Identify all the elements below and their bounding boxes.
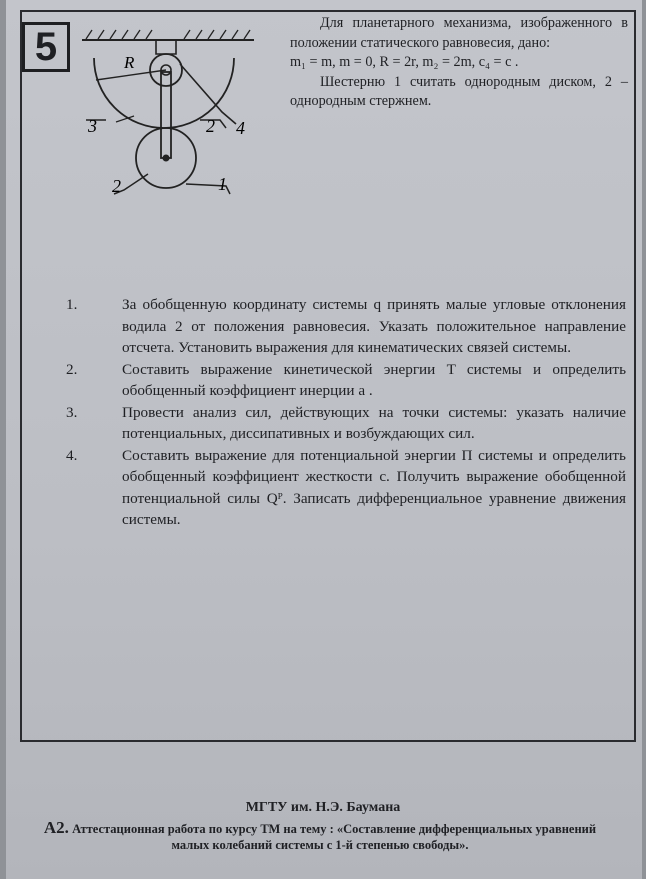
condition-given: m₁ = m, m = 0, R = 2r, m₂ = 2m, c₄ = c .	[290, 54, 519, 70]
diagram-label-4: 4	[236, 118, 245, 138]
footer-code: А2.	[43, 818, 69, 837]
task-item	[66, 294, 626, 359]
footer-university: МГТУ им. Н.Э. Баумана	[245, 800, 401, 815]
footer-title-block	[40, 820, 600, 853]
task-item-number: 2.	[66, 360, 78, 378]
task-item-number: 4.	[66, 446, 78, 464]
mechanism-diagram	[76, 24, 286, 206]
footer-title: Аттестационная работа по курсу ТМ на тему : «Составление дифференциальных уравнений малых колебаний системы с 1-й степенью свободы».	[72, 822, 597, 852]
diagram-label-R: R	[124, 53, 135, 72]
condition-note: Шестерню 1 считать однородным диском, 2 – однородным стержнем.	[290, 73, 628, 109]
task-item	[66, 445, 626, 531]
task-item-text: Провести анализ сил, действующих на точки системы: указать наличие потенциальных, диссипативных и возбуждающих сил.	[122, 403, 626, 442]
diagram-label-1: 1	[218, 174, 227, 194]
task-item	[66, 402, 626, 445]
diagram-label-2-top: 2	[206, 116, 215, 136]
condition-intro: Для планетарного механизма, изображенного в положении статического равновесия, дано:	[290, 15, 628, 51]
task-item-number: 1.	[66, 296, 78, 313]
diagram-label-3: 3	[88, 116, 97, 136]
problem-condition	[290, 14, 628, 112]
task-item-text: Составить выражение для потенциальной энергии П системы и определить обобщенный коэффициент жесткости c. Получить выражение обобщенной потенциальной силы Qᴾ. Записать дифференциальное уравнение движения системы.	[122, 446, 626, 528]
task-item-text: Составить выражение кинетической энергии T системы и определить обобщенный коэффициент инерции a .	[122, 360, 626, 399]
task-list	[66, 294, 626, 531]
diagram-label-2-bottom: 2	[112, 176, 121, 196]
task-item	[66, 359, 626, 402]
task-item-text: За обобщенную координату системы q принять малые угловые отклонения водила 2 от положения равновесия. Указать положительное направление отсчета. Установить выражения для кинематических связей системы.	[122, 296, 626, 356]
document-sheet	[6, 0, 642, 879]
task-item-number: 3.	[66, 403, 78, 421]
task-number: 5	[22, 22, 70, 72]
